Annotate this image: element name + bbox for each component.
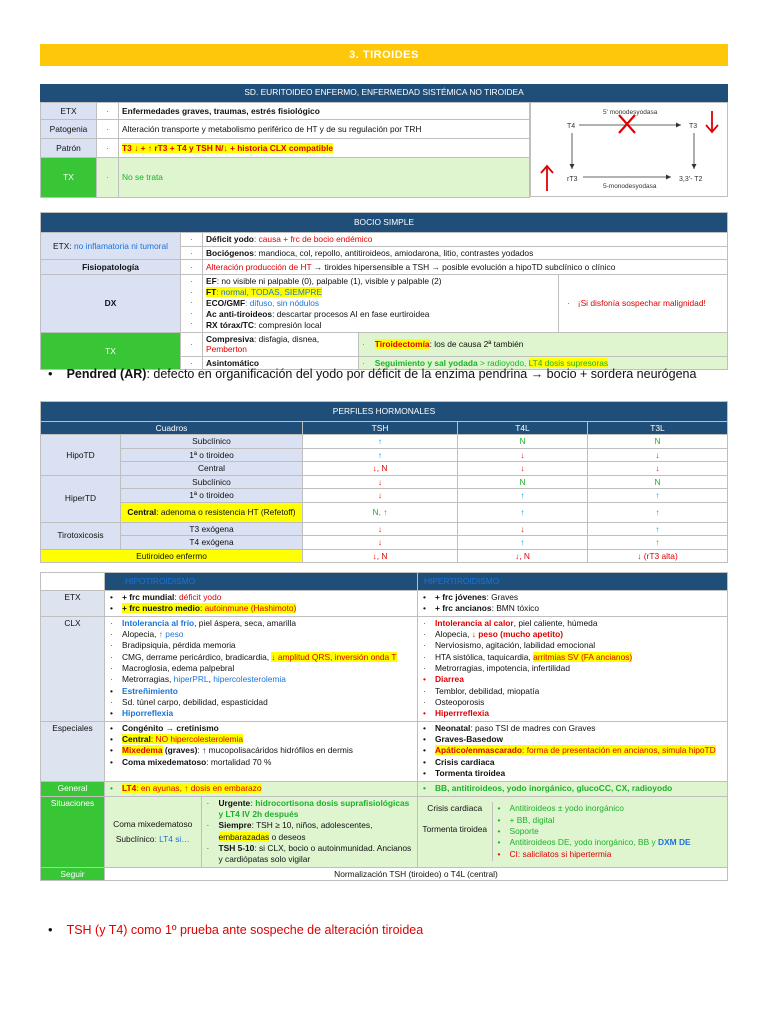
sd-patogenia-label: Patogenia [41,120,97,139]
bocio-header: BOCIO SIMPLE [41,213,728,233]
perf-col-cuadros: Cuadros [41,421,303,435]
dx-item-rx: RX tórax/TC: compresión local [206,319,322,330]
bocio-tx-compresiva: Compresiva: disfagia, disnea, Pemberton [203,332,359,356]
perf-cell-t3: N [588,475,728,489]
perf-col-t3l: T3L [588,421,728,435]
perf-cell-t4: ↑ [458,502,588,522]
perf-cell-t4: ↑ [458,536,588,550]
hh-seguir-label: Seguir [41,867,105,881]
perf-row-label: T4 exógena [121,536,303,550]
hh-col-hiper: HIPERTIROIDISMO [418,573,728,591]
perf-cell-tsh: ↓ [303,522,458,536]
enzyme-bottom-label: 5-monodesyodasa [603,183,657,190]
perf-col-t4l: T4L [458,421,588,435]
perf-row-label: 1ª o tiroideo [121,489,303,503]
perf-cell-t3: ↓ [588,462,728,476]
bocio-tx-label: TX [41,332,181,370]
perf-cell-t3: ↑ [588,522,728,536]
sit-crisis: Crisis cardiaca [427,803,483,814]
perf-cell-t3: ↓ [588,448,728,462]
bocio-dx-list [203,275,559,333]
hh-seguir-text: Normalización TSH (tiroideo) o T4L (central) [105,867,728,881]
hh-col-hipo: HIPOTIROIDISMO [105,573,418,591]
perf-row-label: Central [121,462,303,476]
perf-cell-tsh: N, ↑ [303,502,458,522]
bocio-tx-tiroidectomia: · Tiroidectomía: los de causa 2ª también [359,332,728,356]
hh-situaciones-hipo [105,796,418,867]
dx-item-ac: Ac anti-tiroideos: descartar procesos AI en fase eurtiroidea [206,308,430,319]
perf-cell-t4: ↓ [458,448,588,462]
hh-general-label: General [41,781,105,796]
sd-patron-text: T3 ↓ + ↑ rT3 + T4 y TSH N/↓ + historia CLX compatible [122,142,334,153]
up-arrow-icon [541,166,553,191]
perf-cell-tsh: ↑ [303,435,458,449]
bocio-tx-asintomatico: Asintomático [203,356,359,370]
perf-group-hipotd: HipoTD [41,435,121,476]
perf-row-label: 1ª o tiroideo [121,448,303,462]
bocio-fisio-text: Alteración producción de HT → tiroides hipersensible a TSH → posible evolución a hipoTD subclínico o clínico [203,260,728,275]
perf-row-label: Subclínico [121,475,303,489]
hh-etx-hiper: • + frc jóvenes: Graves • + frc ancianos: BMN tóxico [418,591,728,617]
hh-general-hipo: • LT4: en ayunas, ↑ dosis en embarazo [105,781,418,796]
bocio-tx-seguimiento: · Seguimiento y sal yodada > radioyodo, LT4 dosis supresoras [359,356,728,370]
dx-item-ft: FT: normal, TODAS, SIEMPRE [206,286,323,297]
perf-eu-label: Eutiroideo enfermo [41,549,303,563]
sd-tx-label: TX [41,158,97,198]
hh-clx-hiper: · Intolerancia al calor, piel caliente, húmeda · Alopecia, ↓ peso (mucho apetito) · Nerviosismo, agitación, labilidad emocional · HTA sistólica, taquicardia, arritmias SV (FA ancianos) · Metrorragias, impotencia, infertilidad • Diarrea · Temblor, debilidad, miopatía · Osteoporosis • Hiperrreflexia [418,616,728,721]
perf-eu-tsh: ↓, N [303,549,458,563]
perfiles-hormonales-table [40,401,728,563]
sd-etx-label: ETX [41,103,97,120]
perf-cell-t4: ↓ [458,462,588,476]
perf-cell-t4: N [458,435,588,449]
perf-cell-t3: N [588,435,728,449]
bocio-etx-2: Bociógenos: mandioca, col, repollo, antitiroideos, amiodarona, litio, contrastes yodados [203,246,728,260]
perf-row-label: T3 exógena [121,522,303,536]
dx-item-ef: EF: no visible ni palpable (0), palpable (1), visible y palpable (2) [206,276,442,286]
bocio-etx-label: ETX: no inflamatoria ni tumoral [41,233,181,260]
sd-euritoideo-table: SD. EURITOIDEO ENFERMO, ENFERMEDAD SISTÉMICA NO TIROIDEA ETX · Enfermedades graves, traumas, estrés fisiológico Patogenia · Alteración transporte y metabolismo periférico de HT y de su regulación por TRH Patrón · T3 ↓ + ↑ rT3 + T4 y TSH N/↓ + historia CLX compatible TX · No se trata 5' monodesyodasa T4 T3 rT3 3,3'- T2 5-monodesyodasa [40,84,728,102]
t4-label: T4 [567,123,576,130]
sit-subclinico: Subclínico: LT4 si… [115,833,190,844]
bocio-dx-note: · ¡Si disfonía sospechar malignidad! [559,275,728,333]
perf-cell-t3: ↑ [588,489,728,503]
t2-label: 3,3'- T2 [679,176,703,183]
perf-cell-tsh: ↓ [303,536,458,550]
perf-cell-t4: ↑ [458,489,588,503]
pendred-note: • Pendred (AR): defecto en organificación del yodo por déficit de la enzima pendrina → bocio + sordera neurógena [48,366,696,383]
deiodinase-svg [531,103,727,196]
enzyme-top-label: 5' monodesyodasa [603,109,658,116]
perf-cell-tsh: ↓, N [303,462,458,476]
bocio-fisio-label: Fisiopatología [41,260,181,275]
hh-etx-hipo: • + frc mundial: déficit yodo • + frc nuestro medio: autoinmune (Hashimoto) [105,591,418,617]
bocio-etx-1: Déficit yodo: causa + frc de bocio endémico [203,233,728,247]
t3-label: T3 [689,123,698,130]
perf-eu-t3: ↓ (rT3 alta) [588,549,728,563]
perf-header: PERFILES HORMONALES [41,402,728,422]
sit-siempre: · Siempre: TSH ≥ 10, niños, adolescentes, embarazadas o deseos [205,820,415,843]
hh-clx-hipo: · Intolerancia al frío, piel áspera, seca, amarilla · Alopecia, ↑ peso · Bradipsiquia, pérdida memoria · CMG, derrame pericárdico, bradicardia, ↓ amplitud QRS, inversión onda T · Macroglosia, edema palpebral · Metrorragias, hiperPRL, hipercolesterolemia • Estreñimiento · Sd. túnel carpo, debilidad, espasticidad • Hiporreflexia [105,616,418,721]
hh-general-hiper: • BB, antitiroideos, yodo inorgánico, glucoCC, CX, radioyodo [418,781,728,796]
perf-col-tsh: TSH [303,421,458,435]
hh-especiales-hipo: • Congénito → cretinismo • Central: NO hipercolesterolemia • Mixedema (graves): ↑ mucopolisacáridos hidrófilos en dermis • Coma mixedematoso: mortalidad 70 % [105,721,418,781]
perf-cell-tsh: ↓ [303,475,458,489]
perf-cell-t3: ↑ [588,502,728,522]
hh-especiales-hiper: • Neonatal: paso TSI de madres con Graves • Graves-Basedow • Apático/enmascarado: forma de presentación en ancianos, simula hipoTD • Crisis cardiaca • Tormenta tiroidea [418,721,728,781]
sit-tsh-5-10: · TSH 5-10: si CLX, bocio o autoinmunidad. Ancianos y cardiópatas solo vigilar [205,843,415,866]
section-title: 3. TIROIDES [40,44,728,66]
cross-mark-icon [619,115,635,133]
bocio-simple-table: BOCIO SIMPLE ETX: no inflamatoria ni tumoral · Déficit yodo: causa + frc de bocio endémico · Bociógenos: mandioca, col, repollo, antitiroideos, amiodarona, litio, contrastes yodados Fisiopatología · Alteración producción de HT → tiroides hipersensible a TSH → posible evolución a hipoTD subclínico o clínico DX · · · · · EF: no visible ni palpable (0), palpable (1), visible y palpable (2) FT: normal, TODAS, SIEMPRE ECO/GMF: difuso, sin nódulos Ac anti-tiroideos: descartar procesos AI en fase eurtiroidea RX tórax/TC: compresión local · ¡Si disfonía sospechar malignidad! TX · Compresiva: disfagia, disnea, Pemberton · Tiroidectomía: los de causa 2ª también · Asintomático · Seguimiento y sal yodada > radioyodo, LT4 dosis supresoras [40,212,728,370]
sit-tormenta: Tormenta tiroidea [422,823,488,834]
perf-cell-t4: N [458,475,588,489]
down-arrow-icon [706,111,718,132]
hh-situaciones-label: Situaciones [41,796,105,867]
perf-row-label: Central: adenoma o resistencia HT (Refetoff) [121,502,303,522]
sd-tx-text: No se trata [119,158,530,198]
tsh-note: • TSH (y T4) como 1º prueba ante sospeche de alteración tiroidea [48,922,423,939]
sd-header: SD. EURITOIDEO ENFERMO, ENFERMEDAD SISTÉMICA NO TIROIDEA [40,84,728,102]
sd-etx-text: Enfermedades graves, traumas, estrés fisiológico [119,103,530,120]
dx-item-eco: ECO/GMF: difuso, sin nódulos [206,297,320,308]
bocio-dx-label: DX [41,275,181,333]
rt3-label: rT3 [567,176,578,183]
hipo-hiper-table [40,572,728,881]
perf-eu-t4: ↓, N [458,549,588,563]
perf-row-label: Subclínico [121,435,303,449]
perf-cell-tsh: ↓ [303,489,458,503]
sit-urgente: · Urgente: hidrocortisona dosis suprafisiológicas y LT4 IV 2h después [205,798,415,821]
hh-especiales-label: Especiales [41,721,105,781]
hh-clx-label: CLX [41,616,105,721]
perf-cell-tsh: ↑ [303,448,458,462]
sit-coma: Coma mixedematoso [113,819,193,830]
deiodinase-diagram [530,102,728,197]
hh-etx-label: ETX [41,591,105,617]
perf-cell-t3: ↑ [588,536,728,550]
perf-group-hipertd: HiperTD [41,475,121,522]
sd-patron-label: Patrón [41,139,97,158]
perf-group-tirotoxicosis: Tirotoxicosis [41,522,121,549]
hh-situaciones-hiper: Crisis cardiaca Tormenta tiroidea • Antitiroideos ± yodo inorgánico • + BB, digital • Soporte • Antitiroideos DE, yodo inorgánico, BB y DXM DE • CI: salicilatos si hipertermia [418,796,728,867]
perf-cell-t4: ↓ [458,522,588,536]
sd-patogenia-text: Alteración transporte y metabolismo periférico de HT y de su regulación por TRH [119,120,530,139]
